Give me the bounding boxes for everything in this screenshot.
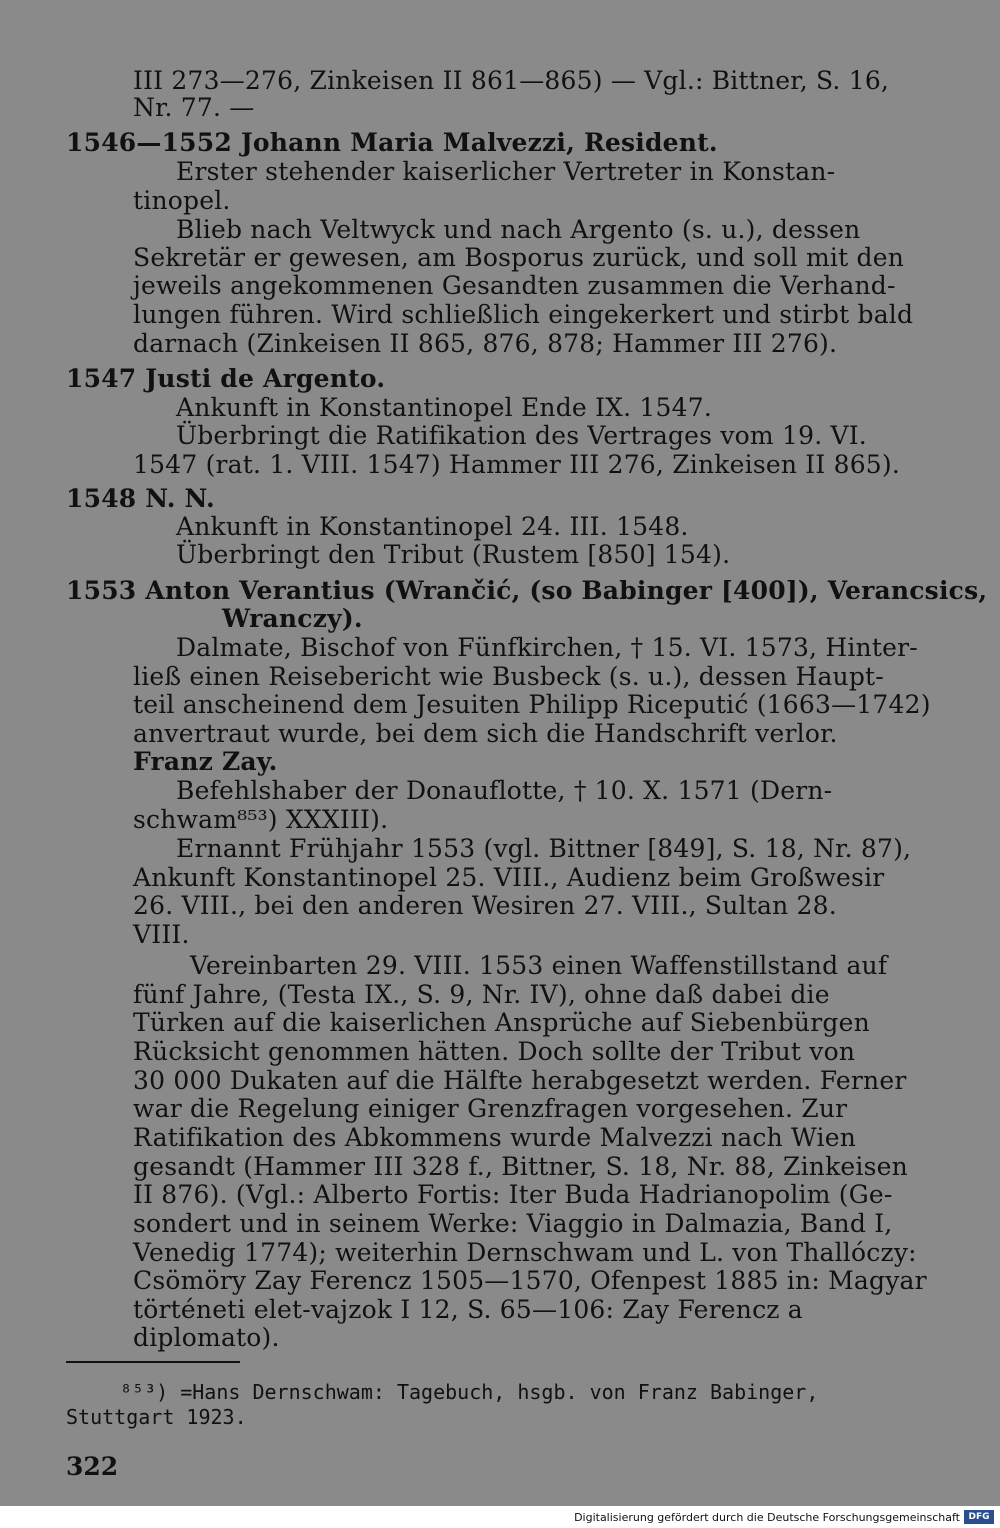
text-line: Überbringt die Ratifikation des Vertrages vom 19. VI. (176, 421, 867, 450)
text-line: anvertraut wurde, bei dem sich die Handschrift verlor. (133, 719, 838, 748)
text-line: sondert und in seinem Werke: Viaggio in Dalmazia, Band I, (133, 1209, 893, 1238)
text-line: gesandt (Hammer III 328 f., Bittner, S. 18, Nr. 88, Zinkeisen (133, 1152, 908, 1181)
text-line: tinopel. (133, 186, 231, 215)
footnote-divider (66, 1361, 240, 1363)
entry-heading: 1547 Justi de Argento. (66, 364, 386, 393)
entry-heading: 1548 N. N. (66, 484, 215, 513)
text-line: Befehlshaber der Donauflotte, † 10. X. 1571 (Dern- (176, 776, 833, 805)
text-line: lungen führen. Wird schließlich eingekerkert und stirbt bald (133, 300, 914, 329)
entry-heading: 1546—1552 Johann Maria Malvezzi, Resident. (66, 128, 718, 157)
text-line: Nr. 77. — (133, 93, 255, 122)
text-line: Franz Zay. (133, 747, 278, 776)
page-number: 322 (66, 1452, 119, 1481)
footer-credit-text: Digitalisierung gefördert durch die Deutsche Forschungsgemeinschaft (574, 1511, 960, 1524)
dfg-logo-icon: DFG (964, 1510, 994, 1524)
text-line: Dalmate, Bischof von Fünfkirchen, † 15. VI. 1573, Hinter- (176, 633, 918, 662)
text-line: Csömöry Zay Ferencz 1505—1570, Ofenpest 1885 in: Magyar (133, 1266, 927, 1295)
text-line: Vereinbarten 29. VIII. 1553 einen Waffenstillstand auf (190, 951, 888, 980)
text-line: VIII. (133, 920, 190, 949)
text-line: Venedig 1774); weiterhin Dernschwam und L. von Thallóczy: (133, 1238, 917, 1267)
text-line: Blieb nach Veltwyck und nach Argento (s. u.), dessen (176, 215, 861, 244)
text-line: Ankunft in Konstantinopel 24. III. 1548. (176, 512, 689, 541)
text-line: ließ einen Reisebericht wie Busbeck (s. u.), dessen Haupt- (133, 662, 884, 691)
text-line: diplomato). (133, 1323, 280, 1352)
text-line: II 876). (Vgl.: Alberto Fortis: Iter Buda Hadrianopolim (Ge- (133, 1180, 893, 1209)
text-line: 30 000 Dukaten auf die Hälfte herabgesetzt werden. Ferner (133, 1066, 907, 1095)
text-line: fünf Jahre, (Testa IX., S. 9, Nr. IV), ohne daß dabei die (133, 980, 830, 1009)
text-line: III 273—276, Zinkeisen II 861—865) — Vgl.: Bittner, S. 16, (133, 66, 890, 95)
text-line: Rücksicht genommen hätten. Doch sollte der Tribut von (133, 1037, 856, 1066)
text-line: darnach (Zinkeisen II 865, 876, 878; Hammer III 276). (133, 329, 838, 358)
text-line: Ankunft Konstantinopel 25. VIII., Audienz beim Großwesir (133, 863, 885, 892)
text-line: Ankunft in Konstantinopel Ende IX. 1547. (176, 393, 713, 422)
text-line: történeti elet-vajzok I 12, S. 65—106: Zay Ferencz a (133, 1295, 803, 1324)
text-line: Überbringt den Tribut (Rustem [850] 154). (176, 540, 731, 569)
text-line: schwam⁸⁵³) XXXIII). (133, 805, 389, 834)
text-line: 1547 (rat. 1. VIII. 1547) Hammer III 276, Zinkeisen II 865). (133, 450, 901, 479)
text-line: Sekretär er gewesen, am Bosporus zurück, und soll mit den (133, 243, 904, 272)
footnote-line-1: ⁸⁵³) =Hans Dernschwam: Tagebuch, hsgb. von Franz Babinger, (120, 1380, 819, 1404)
text-line: Erster stehender kaiserlicher Vertreter in Konstan- (176, 157, 836, 186)
text-line: Ernannt Frühjahr 1553 (vgl. Bittner [849], S. 18, Nr. 87), (176, 834, 912, 863)
text-line: Wranczy). (222, 604, 363, 633)
text-line: war die Regelung einiger Grenzfragen vorgesehen. Zur (133, 1094, 848, 1123)
text-line: Türken auf die kaiserlichen Ansprüche auf Siebenbürgen (133, 1008, 870, 1037)
text-line: jeweils angekommenen Gesandten zusammen die Verhand- (133, 271, 896, 300)
digitization-footer (0, 1506, 1000, 1528)
text-line: teil anscheinend dem Jesuiten Philipp Riceputić (1663—1742) (133, 690, 931, 719)
text-line: Ratifikation des Abkommens wurde Malvezzi nach Wien (133, 1123, 857, 1152)
footnote-line-2: Stuttgart 1923. (66, 1405, 247, 1429)
entry-heading: 1553 Anton Verantius (Wrančić, (so Babinger [400]), Verancsics, (66, 576, 988, 605)
text-line: 26. VIII., bei den anderen Wesiren 27. VIII., Sultan 28. (133, 891, 837, 920)
